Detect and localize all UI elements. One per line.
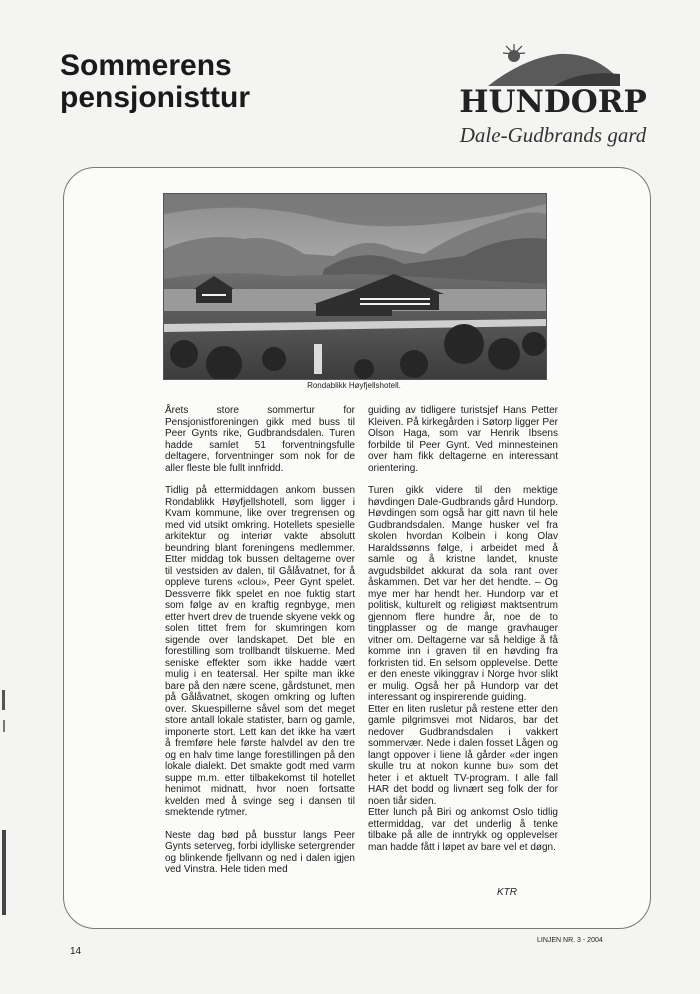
title-line-2: pensjonisttur bbox=[60, 81, 251, 114]
logo-name: HUNDORP bbox=[459, 84, 647, 120]
photo-caption: Rondablikk Høyfjellshotell. bbox=[307, 381, 401, 390]
paragraph: Årets store sommertur for Pensjonistforeningen gikk med buss til Peer Gynts rike, Gudbrandsdalen. Turen hadde samlet 51 forventningsfulle deltagere, forventninger som nok for de aller fleste ble fullt innfridd. bbox=[165, 405, 355, 474]
sun-mountain-icon bbox=[484, 40, 624, 88]
article-column-right bbox=[368, 405, 558, 864]
article-column-left bbox=[165, 405, 355, 887]
paragraph: Etter lunch på Biri og ankomst Oslo tidlig ettermiddag, var det underlig å tenke tilbake på alle de inntrykk og opplevelser man hadde fått i løpet av bare vel et døgn. bbox=[368, 807, 558, 853]
paragraph: Etter en liten rusletur på restene etter den gamle pilgrimsvei mot Nidaros, bar det nedover Gudbrandsdalen i vakkert sommervær. Nede i dalen fosset Lågen og langt oppover i liene lå gårder «der ingen skulle tru at nokon kunne bu» som det heter i et aktuelt TV-program. I alle fall HAR det bodd og livnært seg folk der for noen tiår siden. bbox=[368, 703, 558, 807]
hotel-photo bbox=[163, 193, 547, 380]
paragraph: guiding av tidligere turistsjef Hans Petter Kleiven. På kirkegården i Søtorp ligger Per Olson Haga, som var Henrik Ibsens forbilde til Peer Gynt. Ved minnesteinen over ham fikk deltagerne en interessant orientering. bbox=[368, 405, 558, 474]
article-title bbox=[60, 50, 250, 114]
logo-subtitle: Dale-Gudbrands gard bbox=[459, 123, 647, 147]
paragraph: Neste dag bød på busstur langs Peer Gynts seterveg, forbi idylliske setergrender og blinkende fjellvann og ned i dalen igjen ved Vinstra. Hele tiden med bbox=[165, 829, 355, 875]
title-line-1: Sommerens bbox=[60, 49, 232, 82]
publication-footer: LINJEN NR. 3 - 2004 bbox=[537, 937, 603, 944]
author-signature: KTR bbox=[497, 887, 517, 898]
paragraph: Tidlig på ettermiddagen ankom bussen Rondablikk Høyfjellshotell, som ligger i Kvam kommune, like over tregrensen og med vid utsikt omkring. Hotellets spesielle arkitektur og interiør vakte absolutt beundring blant foreningens medlemmer. Etter middag tok bussen deltagerne over til vestsiden av dalen, til Gålåvatnet, for å oppleve turens «clou», Peer Gynt spelet. Dessverre fikk spelet en noe fuktig start som følge av en kraftig regnbyge, men etter hvert drev de truende skyene vekk og solen tittet frem for skumringen kom sigende over landskapet. Det ble en forestilling som trollbandt tilskuerne. Med seniske effekter som ikke hadde vært mulig i en teatersal. Her spilte man ikke bare på den nære scene, gårdstunet, men på Gålåvatnet, skogen omkring og luften over. Skuespillerne såvel som det meget store antall lokale statister, barn og gamle, imponerte stort. Lett kan det ikke ha vært å fremføre hele første halvdel av den tre og en halv time lange forestillingen på den lokale dialekt. Det smakte godt med varm suppe m.m. etter tilbakekomst til hotellet henimot midnatt, hvor noen fortsatte kvelden med å svinge seg i dansen til smektende rytmer. bbox=[165, 485, 355, 818]
scan-edge-marks bbox=[0, 690, 10, 920]
hundorp-logo bbox=[448, 40, 658, 155]
paragraph: Turen gikk videre til den mektige høvdingen Dale-Gudbrands gård Hundorp. Høvdingen som også har gitt navn til hele Gudbrandsdalen. Mange husker vel fra skolen hvordan Kolbein i kong Olav Haraldssønns følge, i arbeidet med å samle og å kristne landet, knuste avgudsbildet akkurat da sola rant over åskammen. Det var her det hendte. – Og mye mer har hendt her. Hundorp var et politisk, kulturelt og religiøst maktsentrum gjennom flere hundre år, noe de to tingplasser og de mange gravhauger vitner om. Deltagerne var så heldige å få komme inn i graven til en høvding fra forkristen tid. En selsom opplevelse. Dette er den eneste vikinggrav i Norge hvor slikt er mulig. Også her på Hundorp var det interessant og inspirerende guiding. bbox=[368, 485, 558, 703]
page-number: 14 bbox=[70, 946, 82, 957]
